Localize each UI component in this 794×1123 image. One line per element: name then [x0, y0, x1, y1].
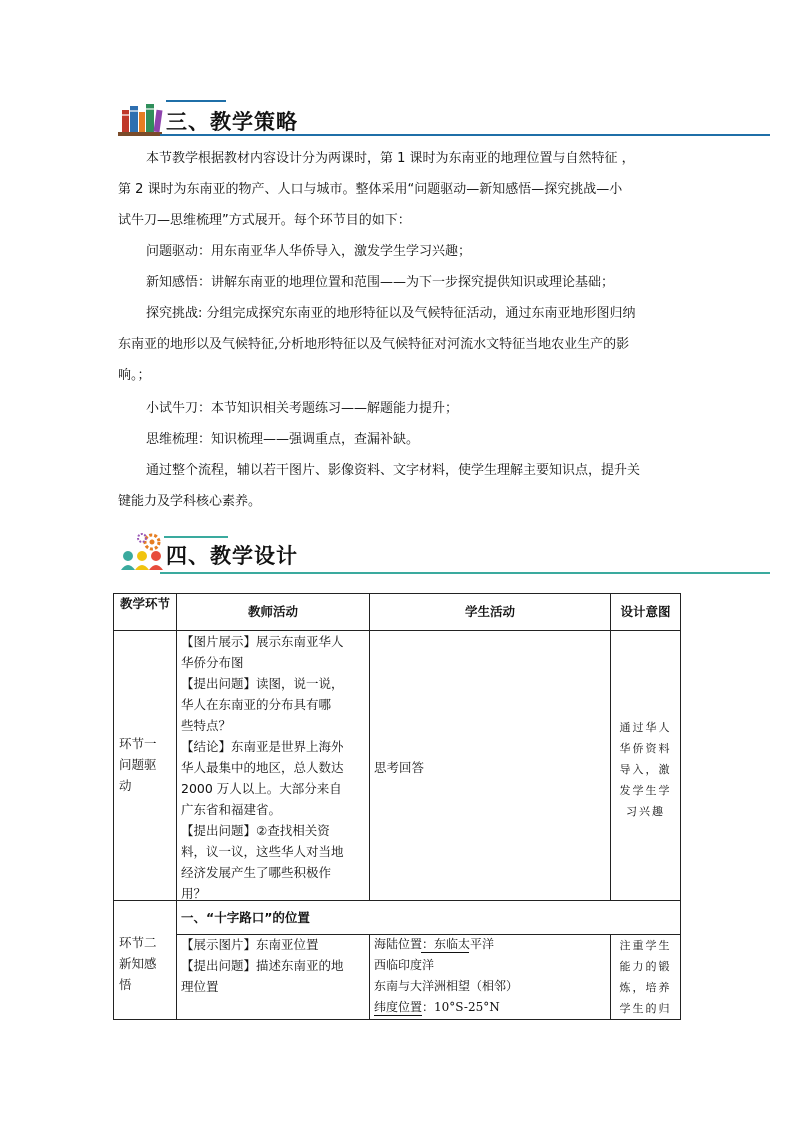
section4-underline — [160, 572, 770, 574]
row2-teacher-activity: 【展示图片】东南亚位置 【提出问题】描述东南亚的地 理位置 — [181, 937, 344, 994]
section4-header — [118, 532, 773, 576]
paragraph-line: 探究挑战: 分组完成探究东南亚的地形特征以及气候特征活动，通过东南亚地形图归纳 — [146, 306, 636, 321]
row1-teacher-activity: 【图片展示】展示东南亚华人 华侨分布图 【提出问题】读图，说一说， 华人在东南亚的分布具有哪 些特点？ 【结论】东南亚是世界上海外 华人最集中的地区，总人数达 2000 万人以上。大部分来自 广东省和福建省。 【提出问题】②查找相关资 料，议一议，这些华人对当地 经济发展产生了哪些积极作 用？ — [181, 634, 344, 901]
row1-student-activity: 思考回答 — [374, 760, 425, 775]
paragraph-line: 思维梳理：知识梳理——强调重点，查漏补缺。 — [146, 432, 420, 447]
paragraph-line: 东南亚的地形以及气候特征,分析地形特征以及气候特征对河流水文特征当地农业生产的影 — [118, 337, 630, 352]
paragraph-line: 试牛刀—思维梳理”方式展开。每个环节目的如下： — [118, 213, 411, 228]
paragraph-line: 第 2 课时为东南亚的物产、人口与城市。整体采用“问题驱动—新知感悟—探究挑战—小 — [118, 182, 623, 197]
row1-stage: 环节一问题驱动 — [119, 736, 157, 793]
underline-lat-label — [374, 1015, 422, 1016]
header-intent: 设计意图 — [620, 604, 671, 619]
people-gear-icon — [120, 532, 164, 572]
paragraph-line: 键能力及学科核心素养。 — [118, 494, 262, 509]
section3-title: 三、教学策略 — [166, 110, 298, 134]
section3-divider — [166, 100, 226, 102]
row1-design-intent: 通过华人 华侨资料 导入，激 发学生学 习兴趣 — [619, 721, 672, 818]
row2-student-activity: 海陆位置：东临太平洋 西临印度洋 东南与大洋洲相望（相邻） 纬度位置：10°S-25°N — [374, 937, 519, 1014]
paragraph-line: 新知感悟：讲解东南亚的地理位置和范围——为下一步探究提供知识或理论基础； — [146, 275, 615, 290]
paragraph-line: 问题驱动：用东南亚华人华侨导入，激发学生学习兴趣； — [146, 244, 472, 259]
underline-sea-label — [421, 952, 469, 953]
header-teacher: 教师活动 — [247, 604, 298, 619]
books-icon — [116, 96, 164, 142]
row2-design-intent: 注重学生 能力的锻 炼，培养 学生的归 — [619, 939, 672, 1015]
paragraph-line: 通过整个流程，辅以若干图片、影像资料、文字材料，使学生理解主要知识点，提升关 — [146, 463, 641, 478]
paragraph-line: 小试牛刀：本节知识相关考题练习——解题能力提升； — [146, 401, 459, 416]
section4-divider — [164, 536, 228, 538]
row2-subheading: 一、“十字路口”的位置 — [181, 910, 310, 925]
section3-underline — [160, 134, 770, 136]
header-stage: 教学环节 — [119, 596, 170, 611]
paragraph-line: 本节教学根据教材内容设计分为两课时，第 1 课时为东南亚的地理位置与自然特征 ， — [146, 151, 635, 166]
lesson-design-table — [113, 593, 681, 1020]
row2-stage: 环节二新知感悟 — [119, 935, 157, 992]
section4-title: 四、教学设计 — [166, 544, 298, 568]
header-student: 学生活动 — [464, 604, 515, 619]
paragraph-line: 响。； — [118, 368, 151, 383]
